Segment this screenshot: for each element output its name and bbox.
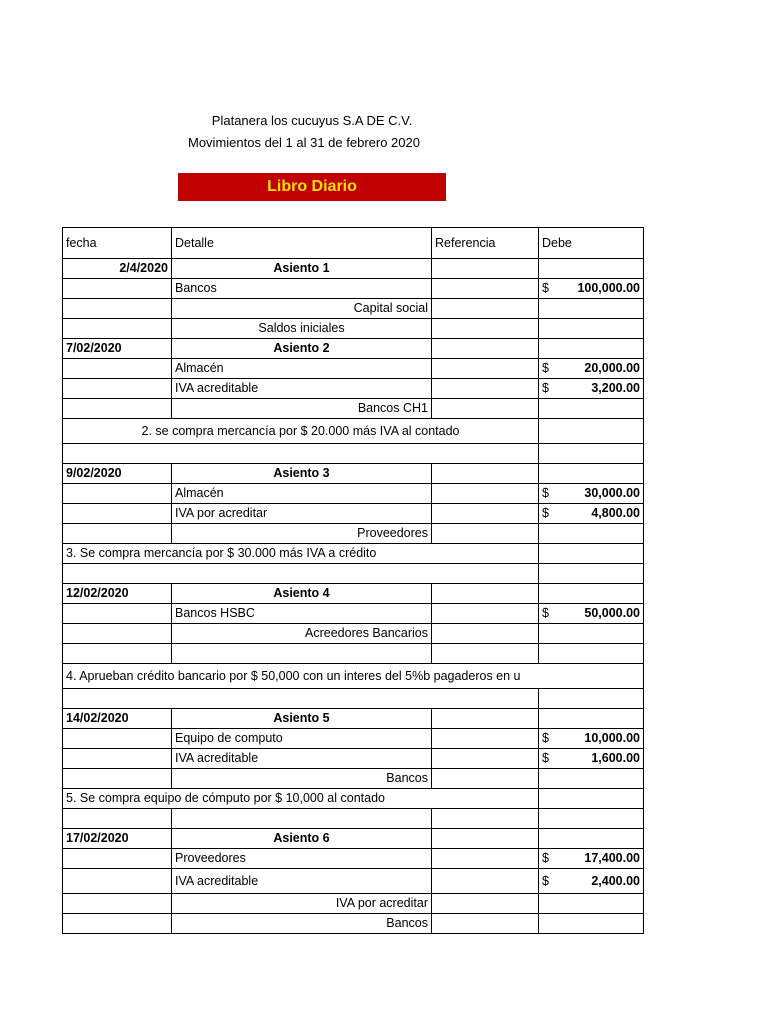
reference-cell bbox=[432, 809, 539, 829]
entry-title: Asiento 4 bbox=[172, 584, 432, 604]
reference-cell bbox=[432, 749, 539, 769]
date-cell bbox=[63, 504, 172, 524]
table-row bbox=[63, 689, 644, 709]
currency-symbol: $ bbox=[542, 486, 549, 500]
date-cell bbox=[63, 914, 172, 934]
debit-cell bbox=[539, 279, 644, 299]
currency-symbol: $ bbox=[542, 851, 549, 865]
debit-cell bbox=[539, 849, 644, 869]
table-row bbox=[63, 444, 644, 464]
date-cell bbox=[63, 769, 172, 789]
debit-cell bbox=[539, 729, 644, 749]
account-credit: IVA por acreditar bbox=[172, 894, 432, 914]
currency-symbol: $ bbox=[542, 506, 549, 520]
table-row bbox=[63, 319, 644, 339]
debit-amount: 10,000.00 bbox=[584, 731, 640, 745]
table-row bbox=[63, 299, 644, 319]
currency-symbol: $ bbox=[542, 606, 549, 620]
debit-cell bbox=[539, 399, 644, 419]
journal-table bbox=[62, 227, 644, 934]
account-debit: Bancos HSBC bbox=[172, 604, 432, 624]
reference-cell bbox=[432, 484, 539, 504]
reference-cell bbox=[432, 869, 539, 894]
reference-cell bbox=[432, 259, 539, 279]
entry-date: 7/02/2020 bbox=[63, 339, 172, 359]
col-header-fecha: fecha bbox=[63, 228, 172, 259]
account-debit: Almacén bbox=[172, 484, 432, 504]
account-credit: Acreedores Bancarios bbox=[172, 624, 432, 644]
date-cell bbox=[63, 279, 172, 299]
date-cell bbox=[63, 524, 172, 544]
reference-cell bbox=[432, 319, 539, 339]
account-debit: IVA acreditable bbox=[172, 749, 432, 769]
debit-cell bbox=[539, 914, 644, 934]
debit-cell bbox=[539, 504, 644, 524]
date-cell bbox=[63, 729, 172, 749]
debit-cell bbox=[539, 869, 644, 894]
debit-amount: 17,400.00 bbox=[584, 851, 640, 865]
entry-date: 2/4/2020 bbox=[63, 259, 172, 279]
table-row bbox=[63, 664, 644, 689]
account-debit: Bancos bbox=[172, 279, 432, 299]
debit-cell bbox=[539, 339, 644, 359]
account-credit: Bancos CH1 bbox=[172, 399, 432, 419]
company-name: Platanera los cucuyus S.A DE C.V. bbox=[211, 113, 413, 128]
debit-cell bbox=[539, 419, 644, 444]
table-row bbox=[63, 789, 644, 809]
table-row bbox=[63, 339, 644, 359]
debit-cell bbox=[539, 624, 644, 644]
debit-cell bbox=[539, 319, 644, 339]
journal-banner: Libro Diario bbox=[178, 173, 446, 201]
debit-cell bbox=[539, 544, 644, 564]
reference-cell bbox=[432, 914, 539, 934]
debit-cell bbox=[539, 524, 644, 544]
debit-cell bbox=[539, 604, 644, 624]
debit-amount: 1,600.00 bbox=[591, 751, 640, 765]
account-debit: IVA por acreditar bbox=[172, 504, 432, 524]
debit-cell bbox=[539, 769, 644, 789]
reference-cell bbox=[432, 769, 539, 789]
table-row bbox=[63, 914, 644, 934]
debit-cell bbox=[539, 584, 644, 604]
entry-title: Asiento 6 bbox=[172, 829, 432, 849]
table-row bbox=[63, 259, 644, 279]
debit-amount: 100,000.00 bbox=[577, 281, 640, 295]
entry-title: Asiento 5 bbox=[172, 709, 432, 729]
table-row bbox=[63, 399, 644, 419]
debit-amount: 50,000.00 bbox=[584, 606, 640, 620]
entry-note: 5. Se compra equipo de cómputo por $ 10,000 al contado bbox=[63, 789, 539, 809]
table-row bbox=[63, 564, 644, 584]
reference-cell bbox=[432, 339, 539, 359]
reference-cell bbox=[432, 524, 539, 544]
col-header-debe: Debe bbox=[539, 228, 644, 259]
debit-cell bbox=[539, 484, 644, 504]
table-row bbox=[63, 769, 644, 789]
table-row bbox=[63, 809, 644, 829]
date-cell bbox=[63, 849, 172, 869]
table-row bbox=[63, 544, 644, 564]
debit-cell bbox=[539, 689, 644, 709]
date-cell bbox=[63, 809, 172, 829]
entry-title: Asiento 3 bbox=[172, 464, 432, 484]
entry-title: Asiento 1 bbox=[172, 259, 432, 279]
account-debit: Proveedores bbox=[172, 849, 432, 869]
debit-cell bbox=[539, 379, 644, 399]
reference-cell bbox=[432, 709, 539, 729]
date-cell bbox=[63, 749, 172, 769]
reference-cell bbox=[432, 464, 539, 484]
debit-cell bbox=[539, 359, 644, 379]
debit-amount: 30,000.00 bbox=[584, 486, 640, 500]
table-row bbox=[63, 869, 644, 894]
table-row bbox=[63, 849, 644, 869]
reference-cell bbox=[432, 624, 539, 644]
account-debit: Almacén bbox=[172, 359, 432, 379]
entry-date: 12/02/2020 bbox=[63, 584, 172, 604]
reference-cell bbox=[432, 279, 539, 299]
date-cell bbox=[63, 604, 172, 624]
table-row bbox=[63, 894, 644, 914]
reference-cell bbox=[432, 894, 539, 914]
table-row bbox=[63, 524, 644, 544]
currency-symbol: $ bbox=[542, 361, 549, 375]
reference-cell bbox=[432, 504, 539, 524]
debit-cell bbox=[539, 809, 644, 829]
table-row bbox=[63, 504, 644, 524]
table-row bbox=[63, 379, 644, 399]
date-cell bbox=[63, 484, 172, 504]
debit-cell bbox=[539, 709, 644, 729]
date-cell bbox=[63, 399, 172, 419]
date-cell bbox=[63, 624, 172, 644]
table-row bbox=[63, 484, 644, 504]
empty-cell bbox=[63, 689, 539, 709]
entry-date: 14/02/2020 bbox=[63, 709, 172, 729]
debit-cell bbox=[539, 789, 644, 809]
reference-cell bbox=[432, 829, 539, 849]
debit-amount: 2,400.00 bbox=[591, 874, 640, 888]
table-row bbox=[63, 359, 644, 379]
debit-amount: 4,800.00 bbox=[591, 506, 640, 520]
table-row bbox=[63, 584, 644, 604]
currency-symbol: $ bbox=[542, 874, 549, 888]
header-row bbox=[63, 228, 644, 259]
table-row bbox=[63, 624, 644, 644]
debit-cell bbox=[539, 464, 644, 484]
currency-symbol: $ bbox=[542, 751, 549, 765]
date-cell bbox=[63, 894, 172, 914]
table-row bbox=[63, 464, 644, 484]
debit-cell bbox=[539, 299, 644, 319]
table-row bbox=[63, 279, 644, 299]
date-cell bbox=[63, 869, 172, 894]
date-cell bbox=[63, 359, 172, 379]
empty-cell bbox=[63, 564, 539, 584]
entry-note: 2. se compra mercancía por $ 20.000 más IVA al contado bbox=[63, 419, 539, 444]
reference-cell bbox=[432, 604, 539, 624]
account-credit: Proveedores bbox=[172, 524, 432, 544]
col-header-referencia: Referencia bbox=[432, 228, 539, 259]
table-row bbox=[63, 749, 644, 769]
reference-cell bbox=[432, 399, 539, 419]
debit-cell bbox=[539, 564, 644, 584]
account-debit: Equipo de computo bbox=[172, 729, 432, 749]
account-debit: IVA acreditable bbox=[172, 379, 432, 399]
date-cell bbox=[63, 644, 172, 664]
table-row bbox=[63, 729, 644, 749]
reference-cell bbox=[432, 644, 539, 664]
debit-cell bbox=[539, 829, 644, 849]
period-title: Movimientos del 1 al 31 de febrero 2020 bbox=[188, 135, 420, 150]
currency-symbol: $ bbox=[542, 731, 549, 745]
reference-cell bbox=[432, 299, 539, 319]
debit-cell bbox=[539, 749, 644, 769]
table-row bbox=[63, 829, 644, 849]
currency-symbol: $ bbox=[542, 281, 549, 295]
debit-amount: 3,200.00 bbox=[591, 381, 640, 395]
table-row bbox=[63, 709, 644, 729]
date-cell bbox=[63, 319, 172, 339]
reference-cell bbox=[432, 849, 539, 869]
debit-cell bbox=[539, 894, 644, 914]
detail-cell bbox=[172, 644, 432, 664]
debit-cell bbox=[539, 259, 644, 279]
entry-title: Asiento 2 bbox=[172, 339, 432, 359]
account-credit: Bancos bbox=[172, 914, 432, 934]
entry-date: 17/02/2020 bbox=[63, 829, 172, 849]
col-header-detalle: Detalle bbox=[172, 228, 432, 259]
detail-cell bbox=[172, 809, 432, 829]
date-cell bbox=[63, 379, 172, 399]
currency-symbol: $ bbox=[542, 381, 549, 395]
debit-cell bbox=[539, 444, 644, 464]
entry-date: 9/02/2020 bbox=[63, 464, 172, 484]
entry-note: 4. Aprueban crédito bancario por $ 50,000 con un interes del 5%b pagaderos en u bbox=[63, 664, 644, 689]
account-debit: IVA acreditable bbox=[172, 869, 432, 894]
reference-cell bbox=[432, 584, 539, 604]
entry-note: 3. Se compra mercancía por $ 30.000 más IVA a crédito bbox=[63, 544, 539, 564]
reference-cell bbox=[432, 379, 539, 399]
debit-amount: 20,000.00 bbox=[584, 361, 640, 375]
table-row bbox=[63, 644, 644, 664]
account-credit: Capital social bbox=[172, 299, 432, 319]
date-cell bbox=[63, 299, 172, 319]
account-credit: Bancos bbox=[172, 769, 432, 789]
entry-description: Saldos iniciales bbox=[172, 319, 432, 339]
table-row bbox=[63, 419, 644, 444]
reference-cell bbox=[432, 729, 539, 749]
debit-cell bbox=[539, 644, 644, 664]
table-row bbox=[63, 604, 644, 624]
reference-cell bbox=[432, 359, 539, 379]
empty-cell bbox=[63, 444, 539, 464]
